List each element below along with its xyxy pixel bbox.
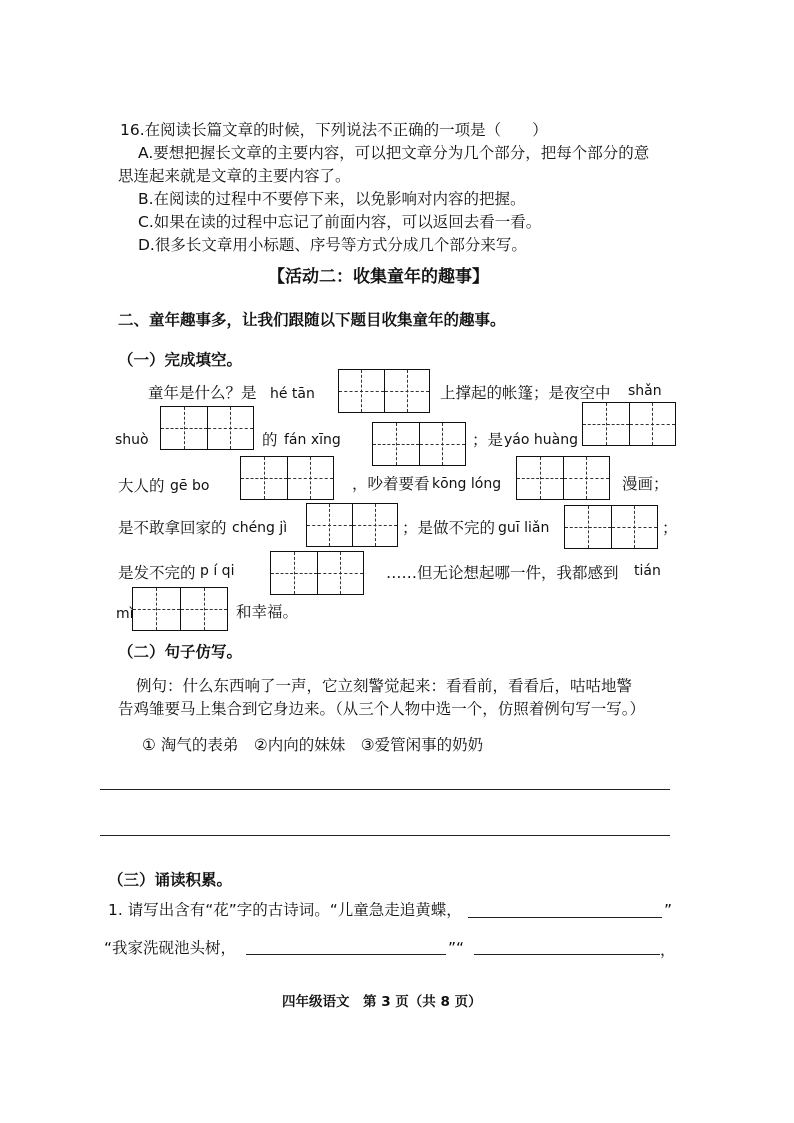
pinyin-tian-mi-2: mì — [116, 606, 134, 622]
answer-line-2[interactable] — [100, 835, 670, 836]
page-footer: 四年级语文 第 3 页（共 8 页） — [282, 994, 482, 1010]
fill-text: 是发不完的 — [118, 564, 196, 582]
activity-title: 【活动二：收集童年的趣事】 — [268, 267, 489, 287]
part2-title: （二）句子仿写。 — [118, 643, 243, 661]
pinyin-tian-mi: tián — [634, 563, 661, 579]
fill-text: ； — [662, 519, 678, 537]
poem-question-2: “我家洗砚池头树， — [104, 939, 237, 957]
q16-option-a-cont: 思连起来就是文章的主要内容了。 — [118, 167, 351, 185]
char-box-ge-bo[interactable] — [240, 456, 334, 500]
pinyin-kong-long: kōng lóng — [432, 476, 502, 492]
fill-text: ；是做不完的 — [402, 519, 496, 537]
q16-option-c: C.如果在读的过程中忘记了前面内容，可以返回去看一看。 — [138, 213, 542, 231]
char-box-shan-shuo[interactable] — [160, 406, 254, 450]
char-box-he-tan[interactable] — [338, 369, 430, 413]
part3-title: （三）诵读积累。 — [108, 871, 233, 889]
pinyin-shan-shuo-2: shuò — [115, 432, 149, 448]
quote-mark: ” — [664, 901, 673, 919]
fill-text: 漫画； — [622, 475, 669, 493]
poem-blank-2[interactable] — [246, 954, 446, 955]
char-box-kong-long[interactable] — [516, 456, 610, 500]
fill-text: ；是 — [472, 431, 504, 449]
example-sentence-cont: 告鸡雏要马上集合到它身边来。（从三个人物中选一个，仿照着例句写一写。） — [118, 700, 646, 718]
q16-option-d: D.很多长文章用小标题、序号等方式分成几个部分来写。 — [138, 236, 527, 254]
q16-option-a: A.要想把握长文章的主要内容，可以把文章分为几个部分，把每个部分的意 — [138, 144, 650, 162]
char-box-cheng-ji[interactable] — [306, 503, 398, 547]
pinyin-pi-qi: p í qi — [200, 563, 235, 579]
section2-title: 二、童年趣事多，让我们跟随以下题目收集童年的趣事。 — [118, 311, 506, 329]
fill-text: 的 — [262, 431, 278, 449]
fill-text: 大人的 — [118, 477, 165, 495]
pinyin-gui-lian: guī liǎn — [498, 520, 550, 536]
pinyin-cheng-ji: chéng jì — [232, 520, 288, 536]
fill-text: 童年是什么？是 — [148, 384, 257, 402]
comma: ， — [660, 941, 676, 959]
character-options: ① 淘气的表弟 ②内向的妹妹 ③爱管闲事的奶奶 — [142, 736, 484, 754]
fill-text: 和幸福。 — [236, 603, 299, 621]
example-sentence: 例句：什么东西响了一声，它立刻警觉起来：看看前，看看后，咕咕地警 — [136, 677, 633, 695]
fill-text: 上撑起的帐篷；是夜空中 — [440, 384, 611, 402]
pinyin-yao-huang: yáo huàng — [504, 432, 578, 448]
char-box-tian-mi[interactable] — [132, 587, 228, 631]
char-box-gui-lian[interactable] — [564, 505, 658, 549]
pinyin-ge-bo: gē bo — [170, 478, 210, 494]
char-box-pi-qi[interactable] — [270, 551, 364, 595]
answer-line-1[interactable] — [100, 789, 670, 790]
q16-option-b: B.在阅读的过程中不要停下来，以免影响对内容的把握。 — [138, 190, 526, 208]
fill-text: 是不敢拿回家的 — [118, 519, 227, 537]
quote-mark: ”“ — [448, 939, 465, 957]
pinyin-fan-xing: fán xīng — [284, 432, 341, 448]
char-box-yao-huang[interactable] — [582, 402, 676, 446]
poem-blank-3[interactable] — [474, 954, 660, 955]
q16-stem: 16.在阅读长篇文章的时候，下列说法不正确的一项是（ ） — [120, 121, 548, 139]
poem-blank-1[interactable] — [468, 917, 662, 918]
fill-text: ，吵着要看 — [352, 475, 430, 493]
fill-text: ……但无论想起哪一件，我都感到 — [386, 564, 619, 582]
poem-question-1: 1. 请写出含有“花”字的古诗词。“儿童急走追黄蝶， — [108, 901, 462, 919]
pinyin-shan-shuo: shǎn — [628, 383, 662, 399]
part1-title: （一）完成填空。 — [118, 351, 243, 369]
char-box-fan-xing[interactable] — [372, 422, 466, 466]
pinyin-he-tan: hé tān — [270, 386, 315, 402]
